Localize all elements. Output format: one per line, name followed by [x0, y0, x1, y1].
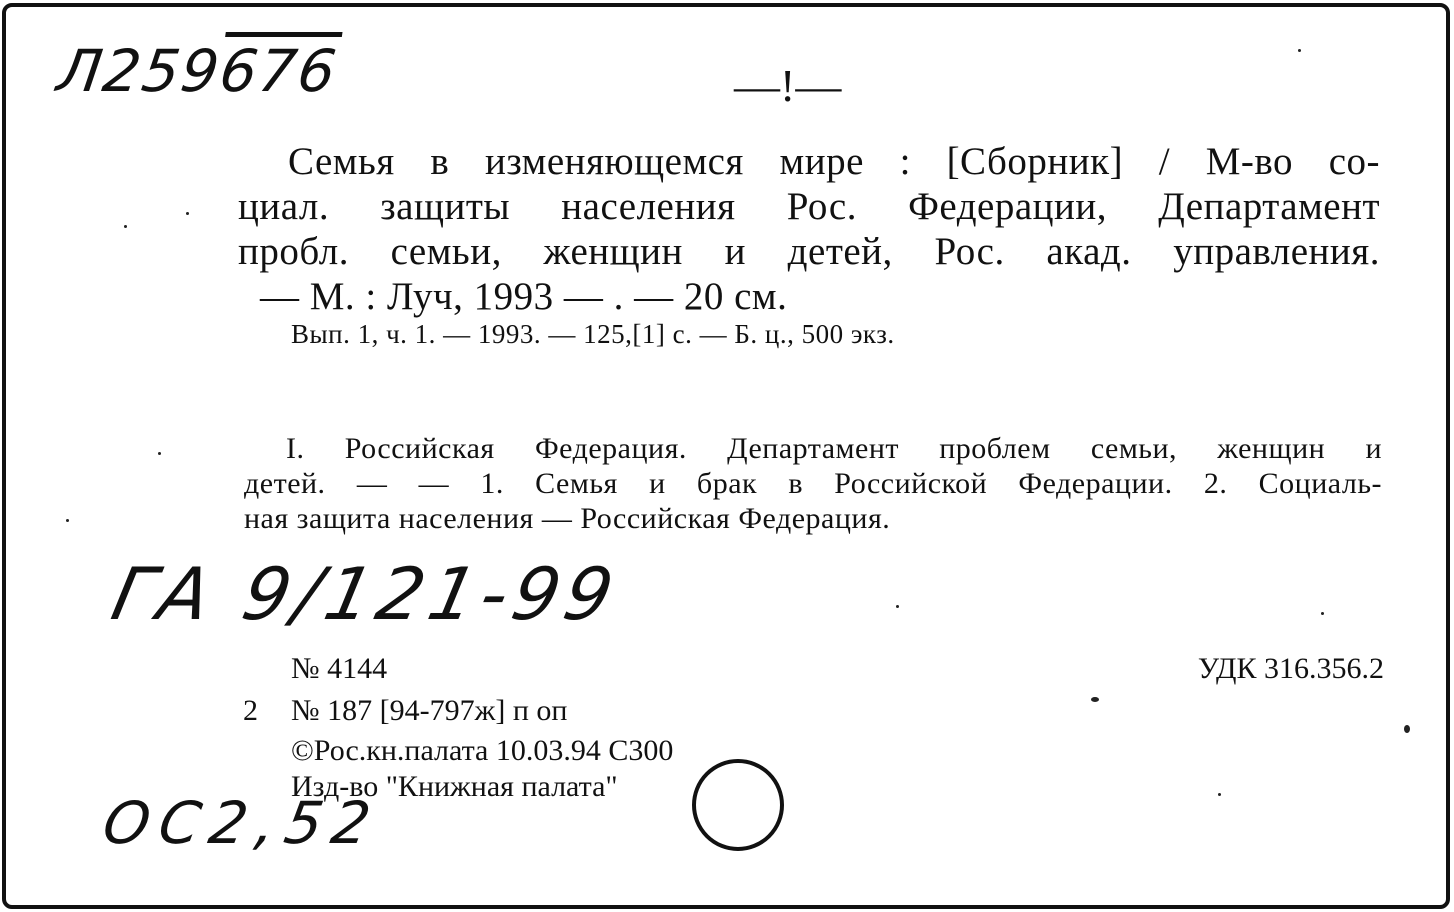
copyright-line: ©Рос.кн.палата 10.03.94 С300 [291, 734, 674, 767]
description-line-2: циал. защиты населения Рос. Федерации, Департамент [238, 185, 1380, 228]
description-line-3: пробл. семьи, женщин и детей, Рос. акад. управления. [238, 230, 1380, 273]
subject-line-3: ная защита населения — Российская Федерация. [244, 502, 891, 535]
speck [186, 212, 189, 215]
speck [896, 605, 899, 608]
stamp-circle [692, 759, 784, 851]
handwritten-accession-number [53, 37, 342, 105]
handwritten-shelf-mark: ГА 9/121-99 [105, 552, 627, 636]
page-mark: —!— [734, 60, 842, 111]
accession-suffix: 676 [215, 37, 342, 105]
bibliographic-description [238, 139, 1380, 319]
udk-code: УДК 316.356.2 [1197, 652, 1384, 685]
description-line-1: Семья в изменяющемся мире : [Сборник] / М-во со- [288, 140, 1380, 183]
speck [1321, 612, 1324, 615]
description-line-4: — М. : Луч, 1993 — . — 20 см. [260, 275, 788, 318]
subject-line-2: детей. — — 1. Семья и брак в Российской Федерации. 2. Социаль- [244, 467, 1382, 500]
speck [66, 519, 69, 522]
order-details: № 187 [94-797ж] п оп [291, 694, 568, 727]
publisher-line: Изд-во "Книжная палата" [291, 770, 618, 803]
speck [1298, 49, 1301, 52]
subject-line-1: I. Российская Федерация. Департамент проблем семьи, женщин и [286, 432, 1382, 465]
issue-line: Вып. 1, ч. 1. — 1993. — 125,[1] с. — Б. ц., 500 экз. [291, 319, 895, 349]
catalog-card [2, 3, 1450, 909]
speck [1218, 793, 1221, 796]
order-index: 2 [243, 694, 258, 727]
order-line [243, 694, 567, 728]
accession-prefix: Л259 [53, 37, 226, 105]
handwritten-classification: ОС2,52 [98, 789, 386, 857]
speck [124, 225, 127, 228]
record-number: № 4144 [291, 652, 388, 685]
speck [1404, 725, 1410, 733]
speck [1091, 697, 1099, 702]
speck [158, 452, 161, 455]
subject-headings [244, 431, 1382, 536]
